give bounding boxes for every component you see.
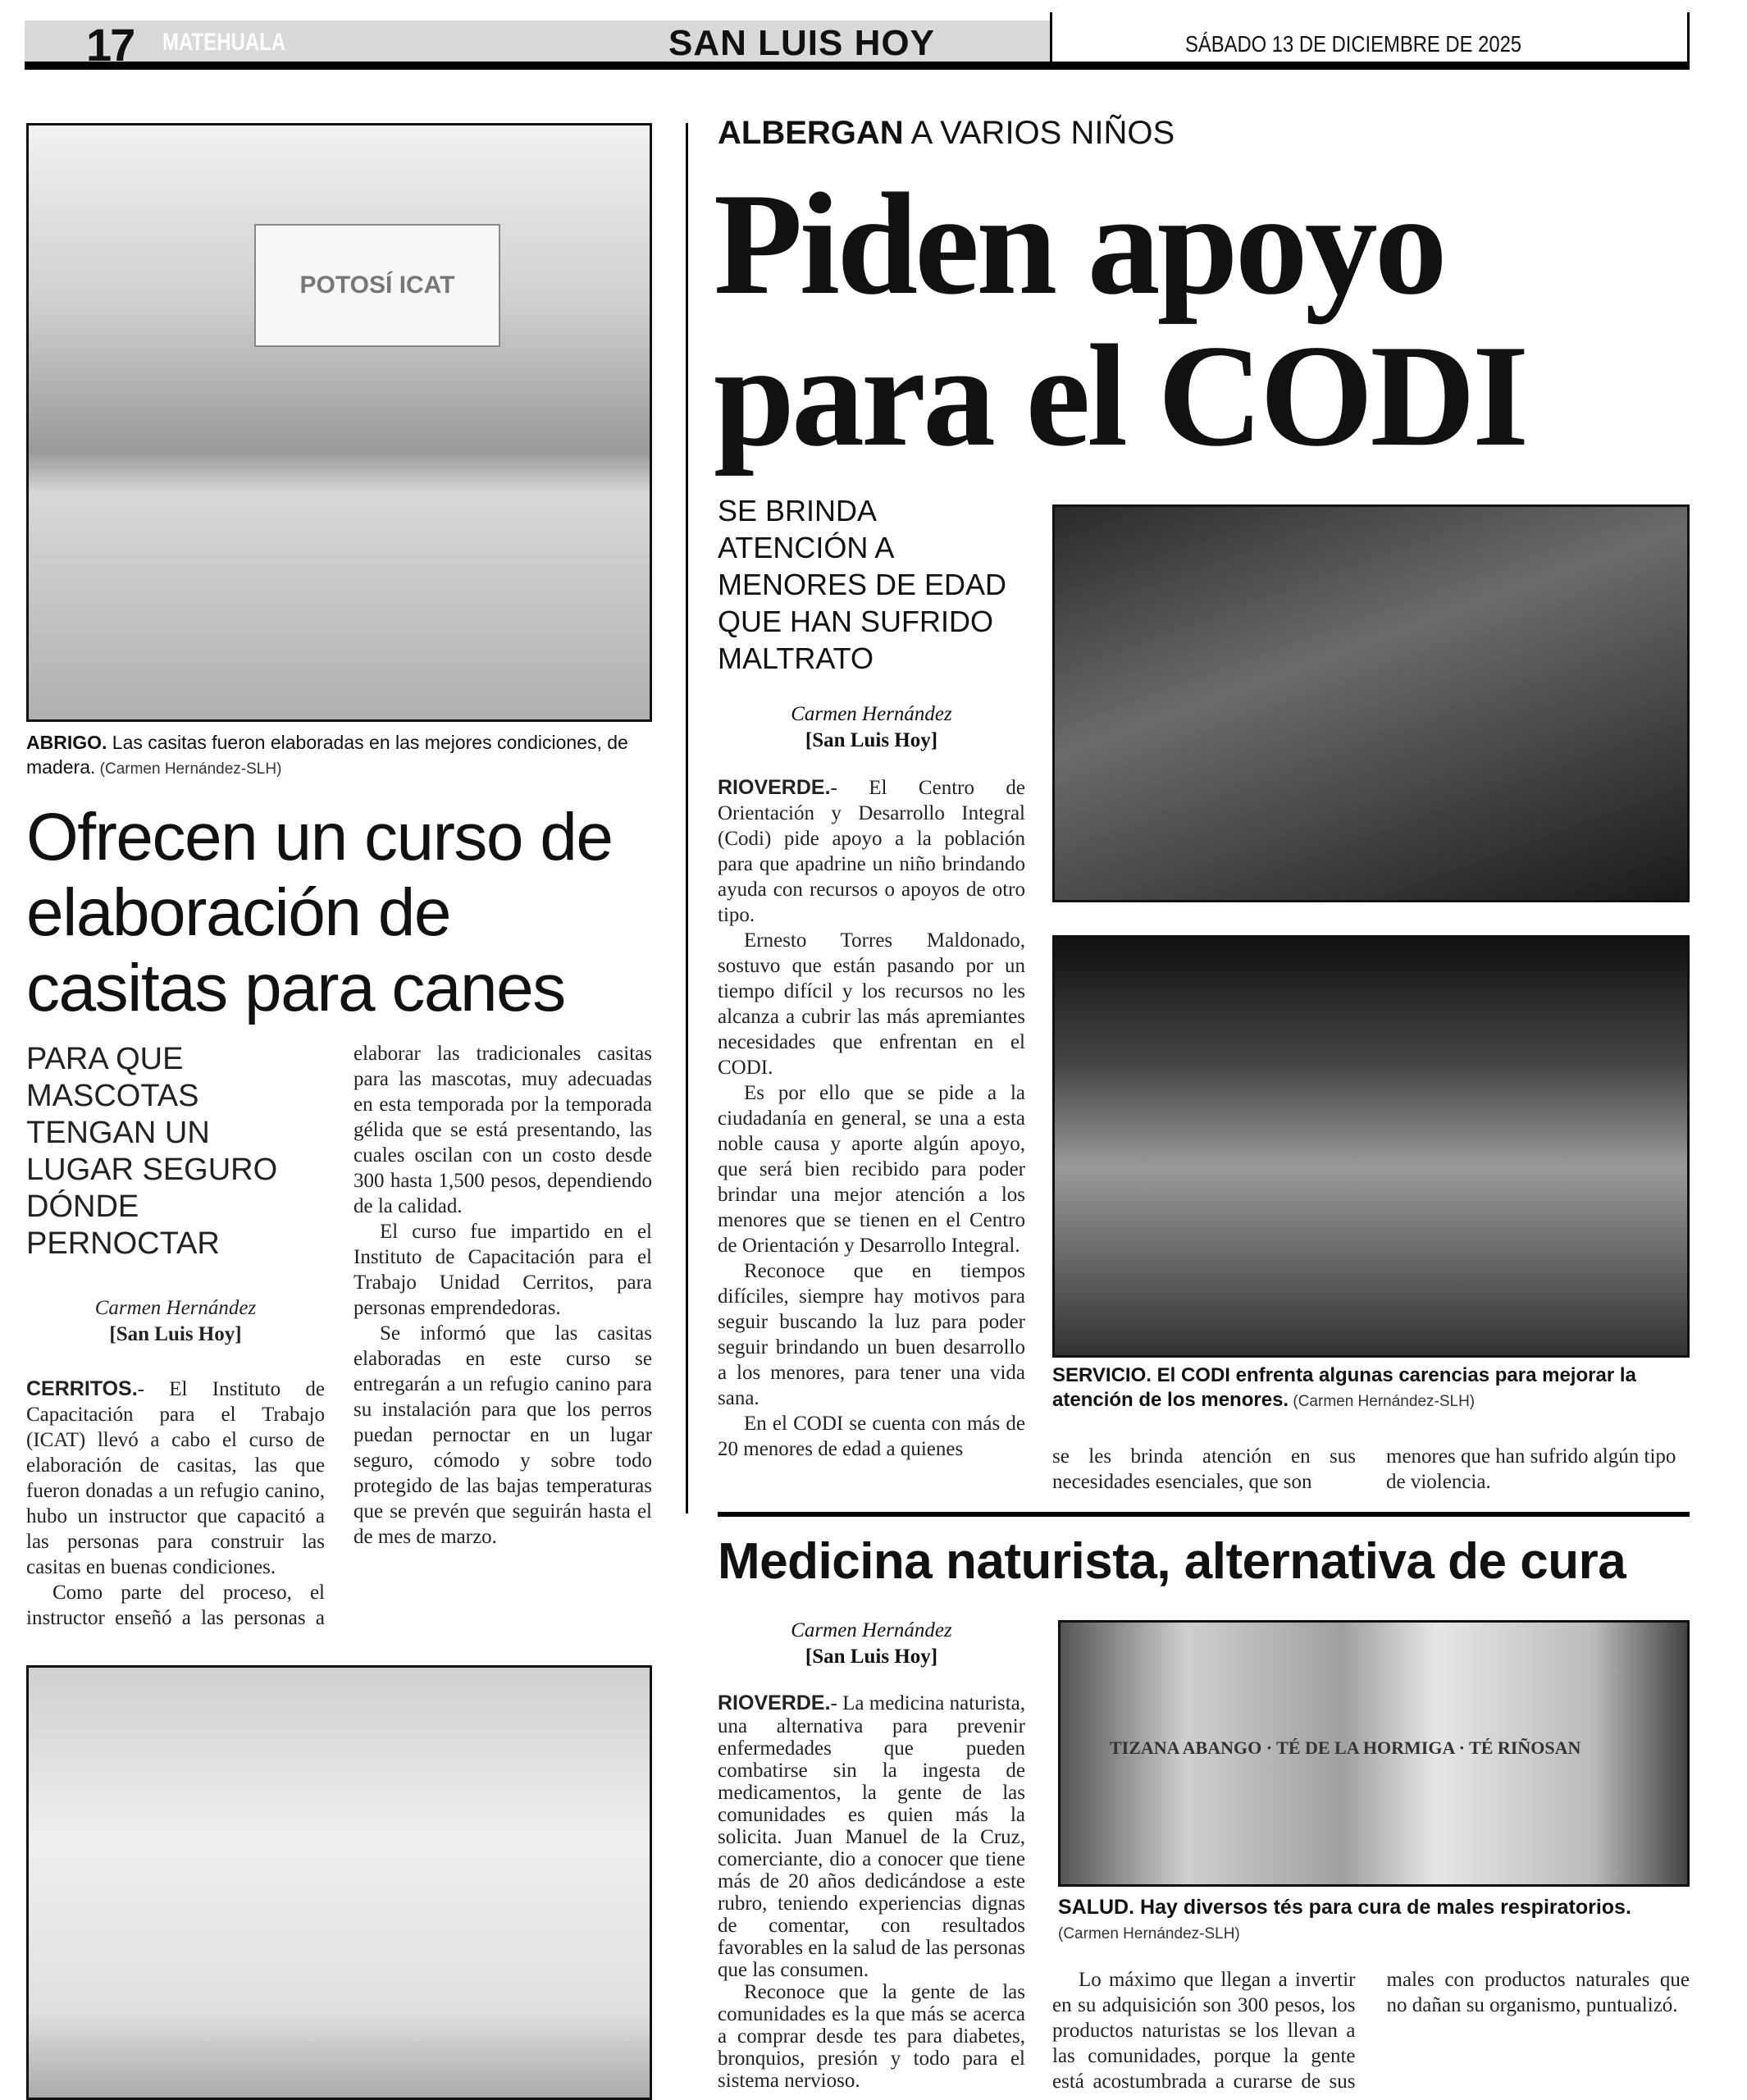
photo-codi-building (1052, 935, 1690, 1358)
paragraph: Ernesto Torres Maldonado, sostuvo que están pasando por un tiempo difícil y los recursos no les alcanza a cubrir las más apremiantes necesidades que enfrentan en el CODI. (718, 929, 1025, 1079)
photo-caption (26, 730, 652, 782)
newspaper-brand: SAN LUIS HOY (668, 23, 935, 63)
photo-tea-packages (1058, 1620, 1690, 1887)
kicker-bold: ALBERGAN (718, 115, 904, 151)
paragraph: Reconoce que la gente de las comunidades es la que más se acerca a comprar desde tes para diabetes, bronquios, presión y todo para el sistema nervioso. (718, 1981, 1025, 2092)
article-body-casitas (26, 1041, 652, 1652)
paragraph: - El Centro de Orientación y Desarrollo Integral (Codi) pide apoyo a la población para que apadrine un niño brindando ayuda con recursos o apoyos de otro tipo. (718, 777, 1025, 926)
photo-codi-entrance (1052, 504, 1690, 902)
dateline: RIOVERDE. (718, 776, 831, 799)
dateline: RIOVERDE. (718, 1691, 831, 1714)
author: Carmen Hernández (791, 1619, 952, 1641)
photo-caption (1058, 1895, 1690, 1947)
article-body-codi-col3: menores que han sufrido algún tipo de violencia. (1386, 1445, 1676, 1493)
caption-lead: SERVICIO. (1052, 1364, 1152, 1386)
deck-codi: SE BRINDA ATENCIÓN A MENORES DE EDAD QUE HAN SUFRIDO MALTRATO (718, 494, 1007, 675)
page-number: 17 (86, 19, 135, 71)
photo-dog-houses (26, 1665, 652, 2100)
author: Carmen Hernández (791, 703, 952, 725)
photo-credit: (Carmen Hernández-SLH) (95, 760, 282, 778)
headline-casitas: Ofrecen un curso de elaboración de casitas para canes (26, 800, 613, 1025)
kicker-text: A VARIOS NIÑOS (903, 115, 1175, 151)
byline (718, 1618, 1025, 1670)
article-body-codi (718, 775, 1025, 1505)
issue-date: SÁBADO 13 DE DICIEMBRE DE 2025 (1185, 31, 1522, 57)
author: Carmen Hernández (94, 1297, 257, 1319)
paragraph: Lo máximo que llegan a invertir en su adquisición son 300 pesos, los productos naturistas se los llevan a las comunidades, porque la gente está acostumbrada a curarse de sus males con productos naturales que no dañan su organismo, puntualizó. (1052, 1969, 1690, 2093)
photo-credit: (Carmen Hernández-SLH) (1289, 1393, 1476, 1410)
caption-lead: ABRIGO. (26, 732, 107, 753)
headline-codi: Piden apoyo para el CODI (714, 162, 1526, 477)
article-body-codi-col2: se les brinda atención en sus necesidades esenciales, que son (1052, 1445, 1356, 1493)
paragraph: - El Instituto de Capacitación para el Trabajo (ICAT) llevó a cabo el curso de elaboración de casitas, las que fueron donadas a un refugio canino, hubo un instructor que capacitó a las personas para construir las casitas en buenas condiciones. (26, 1378, 325, 1578)
dateline: CERRITOS. (26, 1377, 138, 1400)
paragraph: Reconoce que en tiempos difíciles, siempre hay motivos para seguir buscando la luz para poder seguir brindando un buen desarrollo a los menores, para tener una vida sana. (718, 1260, 1025, 1409)
paragraph: El curso fue impartido en el Instituto de Capacitación para el Trabajo Unidad Cerritos, para personas emprendedoras. (354, 1221, 652, 1319)
outlet: [San Luis Hoy] (805, 1646, 938, 1668)
photo-credit: (Carmen Hernández-SLH) (1058, 1925, 1240, 1942)
byline (718, 701, 1025, 754)
byline (26, 1295, 325, 1348)
paragraph: Como parte del proceso, el instructor enseñó a las personas a elaborar las tradicionales casitas para las mascotas, muy adecuadas en esta temporada por la temporada gélida que se está presentando, las cuales oscilan con un costo desde 300 hasta 1,500 pesos, dependiendo de la calidad. (26, 1043, 652, 1629)
paragraph: Se informó que las casitas elaboradas en este curso se entregarán a un refugio canino para su instalación para que los perros puedan pernoctar en un lugar seguro, cómodo y sobre todo protegido de las bajas temperaturas que se prevén que seguirán hasta el de mes de marzo. (354, 1322, 652, 1548)
section-rule (718, 1512, 1690, 1517)
outlet: [San Luis Hoy] (109, 1323, 242, 1345)
article-body-medicina-col1 (718, 1691, 1025, 2098)
article-casitas (26, 123, 652, 2100)
column-divider (686, 123, 688, 1513)
paragraph: Es por ello que se pide a la ciudadanía en general, se una a esta noble causa y aporte algún apoyo, que será bien recibido para poder brindar una mejor atención a los menores que se tienen en el Centro de Orientación y Desarrollo Integral. (718, 1082, 1025, 1257)
deck-casitas: PARA QUE MASCOTAS TENGAN UN LUGAR SEGURO DÓNDE PERNOCTAR (26, 1042, 278, 1261)
caption-lead: SALUD. (1058, 1896, 1135, 1919)
paragraph: En el CODI se cuenta con más de 20 menores de edad a quienes (718, 1413, 1025, 1460)
header-divider (1687, 12, 1690, 70)
section-name: MATEHUALA (162, 29, 286, 56)
headline-medicina: Medicina naturista, alternativa de cura (718, 1533, 1626, 1590)
banner: POTOSÍ ICAT (254, 224, 500, 347)
caption-text: El CODI enfrenta algunas carencias para mejorar la atención de los menores. (1052, 1364, 1636, 1411)
caption-text: Hay diversos tés para cura de males respiratorios. (1134, 1896, 1631, 1919)
article-codi-column (718, 492, 1025, 1505)
photo-caption (1052, 1363, 1690, 1414)
header-divider (1050, 12, 1052, 70)
photo-casitas-group (26, 123, 652, 722)
article-body-medicina-col2-3 (1052, 1967, 1690, 2098)
paragraph: - La medicina naturista, una alternativa para prevenir enfermedades que pueden combatirse sin la ingesta de medicamentos, la gente de las comunidades es quien más la solicita. Juan Manuel de la Cruz, comerciante, dio a conocer que tiene más de 20 años dedicándose a este rubro, teniendo experiencias dignas de comentar, con resultados favorables en la salud de las personas que las consumen. (718, 1692, 1025, 1981)
kicker (718, 115, 1175, 152)
outlet: [San Luis Hoy] (805, 729, 938, 751)
package-labels: TIZANA ABANGO · TÉ DE LA HORMIGA · TÉ RIÑOSAN (1110, 1737, 1581, 1758)
caption-text: Las casitas fueron elaboradas en las mejores condiciones, de madera. (26, 732, 628, 778)
